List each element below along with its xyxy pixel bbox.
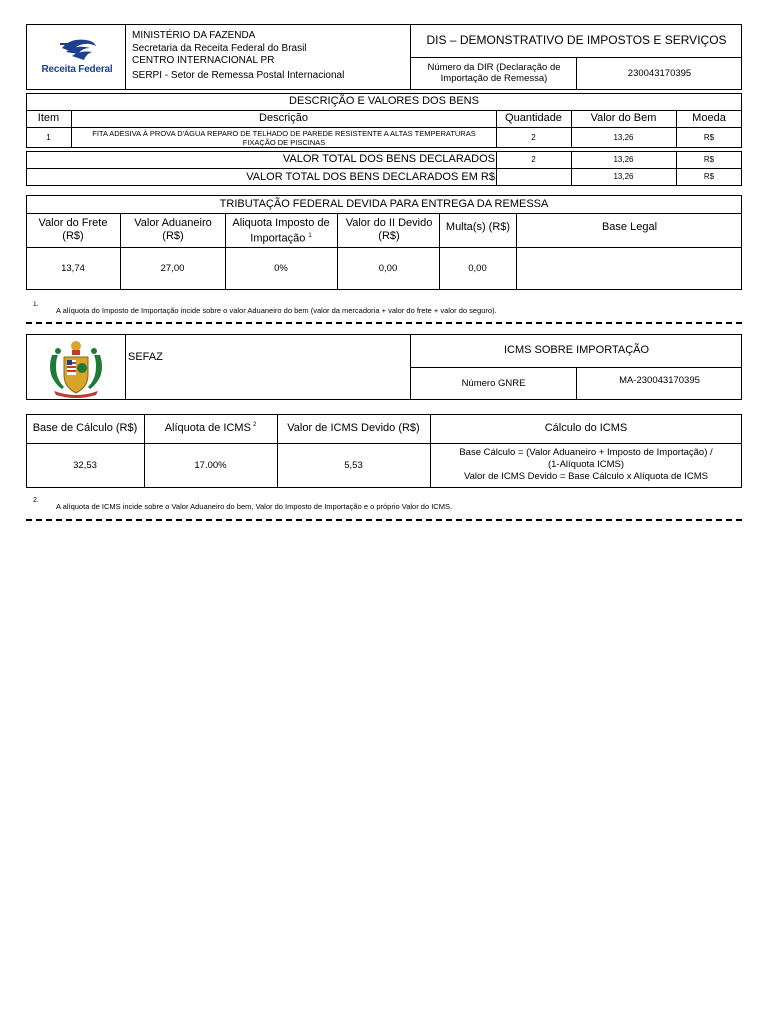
dir-label: Número da DIR (Declaração de Importação de Remessa) xyxy=(427,62,561,84)
total-value: 13,26 xyxy=(613,154,634,164)
federal-frete-value: 13,74 xyxy=(61,262,85,274)
footnote-2-ref: 2 xyxy=(252,422,257,429)
icms-valor-value: 5,53 xyxy=(344,459,363,471)
icms-calculo-text xyxy=(430,447,742,483)
total-brl-label: VALOR TOTAL DOS BENS DECLARADOS EM R$ xyxy=(246,170,495,183)
icms-col-valor: Valor de ICMS Devido (R$) xyxy=(287,422,420,435)
goods-col-item: Item xyxy=(37,112,60,125)
serpi-name: SERPI - Setor de Remessa Postal Internacional xyxy=(132,70,345,81)
goods-row-value: 13,26 xyxy=(613,132,634,142)
federal-col-aduaneiro: Valor Aduaneiro (R$) xyxy=(134,217,212,242)
federal-col-base-legal: Base Legal xyxy=(601,221,658,233)
icms-title: ICMS SOBRE IMPORTAÇÃO xyxy=(503,344,650,357)
federal-title-divider xyxy=(26,213,742,214)
icms-col-calculo: Cálculo do ICMS xyxy=(544,422,628,435)
goods-col-value: Valor do Bem xyxy=(590,112,657,125)
federal-col-aliquota-label: Aliquota Imposto de Importação xyxy=(232,217,330,245)
footnote-1-text: A alíquota do Imposto de Importação incide sobre o valor Aduaneiro do bem (valor da mercadoria + valor do frete + valor do seguro). xyxy=(56,306,497,315)
state-coat-of-arms xyxy=(42,337,110,399)
icms-aliquota-value: 17.00% xyxy=(194,459,227,471)
icms-col-aliquota xyxy=(144,414,277,443)
footnote-2-mark: 2. xyxy=(33,497,39,504)
footnote-1-ref: 1 xyxy=(308,233,312,239)
dis-title: DIS – DEMONSTRATIVO DE IMPOSTOS E SERVIÇOS xyxy=(426,32,727,47)
separator-1 xyxy=(26,322,742,324)
icms-calc-line-3: Valor de ICMS Devido = Base Cálculo x Alíquota de ICMS xyxy=(463,471,709,482)
receita-federal-logo-text: Receita Federal xyxy=(41,64,113,75)
icms-col-base: Base de Cálculo (R$) xyxy=(32,422,138,435)
federal-aduaneiro-value: 27,00 xyxy=(160,262,185,274)
footnote-2-text: A alíquota de ICMS incide sobre o Valor Aduaneiro do bem, Valor do Imposto de Importação e o próprio Valor do ICMS. xyxy=(56,502,453,511)
icms-base-value: 32,53 xyxy=(73,459,97,471)
coat-of-arms-icon xyxy=(42,337,110,399)
total-label: VALOR TOTAL DOS BENS DECLARADOS xyxy=(282,153,495,166)
separator-2 xyxy=(26,519,742,521)
goods-row-quantity: 2 xyxy=(531,132,536,142)
dir-number: 230043170395 xyxy=(627,67,692,79)
ministry-name: MINISTÉRIO DA FAZENDA xyxy=(132,30,256,41)
total-currency: R$ xyxy=(703,154,715,164)
total-quantity: 2 xyxy=(531,154,536,164)
goods-col-quantity: Quantidade xyxy=(505,112,562,125)
goods-row-item: 1 xyxy=(46,132,51,142)
footnote-1-mark: 1. xyxy=(33,301,39,308)
federal-title: TRIBUTAÇÃO FEDERAL DEVIDA PARA ENTREGA DA REMESSA xyxy=(219,197,549,210)
goods-row-currency: R$ xyxy=(703,132,715,142)
goods-col-description: Descrição xyxy=(259,112,308,125)
total-brl-value: 13,26 xyxy=(613,172,634,182)
federal-base-legal-value xyxy=(516,248,742,290)
federal-aliquota-value: 0% xyxy=(274,262,288,274)
goods-col-currency: Moeda xyxy=(692,112,726,125)
federal-multa-value: 0,00 xyxy=(468,262,487,274)
federal-col-ii: Valor do II Devido (R$) xyxy=(345,217,433,242)
receita-federal-emblem-icon xyxy=(36,36,118,64)
federal-col-frete: Valor do Frete (R$) xyxy=(38,217,108,242)
centro-name: CENTRO INTERNACIONAL PR xyxy=(132,55,275,66)
gnre-label: Número GNRE xyxy=(461,377,526,389)
goods-title: DESCRIÇÃO E VALORES DOS BENS xyxy=(289,95,479,108)
total-brl-currency: R$ xyxy=(703,172,715,182)
goods-row-description: FITA ADESIVA À PROVA D'ÁGUA REPARO DE TELHADO DE PAREDE RESISTENTE A ALTAS TEMPERATURAS FIXAÇÃO DE PISCINAS xyxy=(92,129,476,147)
federal-ii-value: 0,00 xyxy=(378,262,398,274)
receita-federal-logo xyxy=(36,36,118,80)
gnre-number: MA-230043170395 xyxy=(619,374,700,386)
state-name: SEFAZ xyxy=(128,351,163,363)
header-divider-1 xyxy=(125,24,126,90)
secretaria-name: Secretaria da Receita Federal do Brasil xyxy=(132,43,307,54)
icms-calc-line-1: Base Cálculo = (Valor Aduaneiro + Imposto de Importação) / xyxy=(459,447,713,458)
state-divider-1 xyxy=(125,334,126,400)
icms-calc-line-2: (1-Alíquota ICMS) xyxy=(547,459,625,470)
federal-col-multa: Multa(s) (R$) xyxy=(445,221,511,233)
icms-col-aliquota-label: Alíquota de ICMS xyxy=(164,422,251,435)
federal-col-aliquota xyxy=(227,217,335,246)
